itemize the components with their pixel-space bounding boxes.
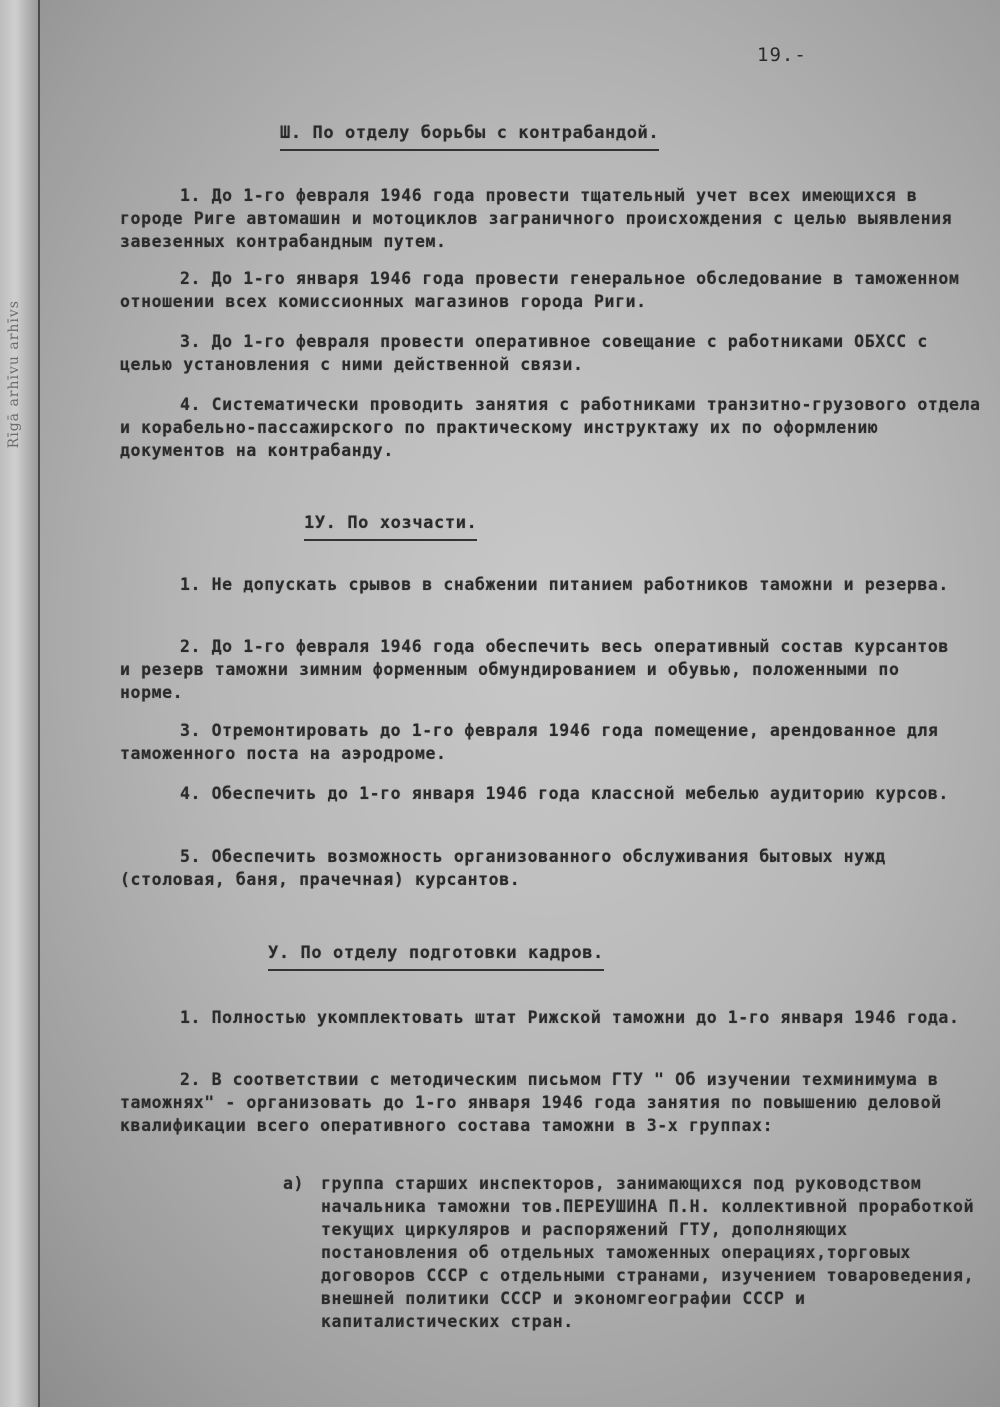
section-heading-contraband: Ш. По отделу борьбы с контрабандой. <box>280 122 659 151</box>
sub-item-text: группа старших инспекторов, занимающихся под руководством начальника таможни тов.ПЕРЕУШИНА П.Н. коллективной проработкой текущих циркуляров и распоряжений ГТУ, дополняющих постановления об отдельных таможенных операциях,торговых договоров СССР с отдельными странами, изучением товароведения, внешней политики СССР и экономгеографии СССР и капиталистических стран. <box>321 1174 975 1331</box>
sub-item-marker: а) <box>283 1174 305 1193</box>
section-heading-training: У. По отделу подготовки кадров. <box>268 942 604 971</box>
paragraph: 1. Полностью укомплектовать штат Рижской таможни до 1-го января 1946 года. <box>180 1008 960 1027</box>
paragraph: 2. До 1-го января 1946 года провести генеральное обследование в таможенном отношении всех комиссионных магазинов города Риги. <box>120 269 960 311</box>
page-number: 19.- <box>757 44 807 66</box>
paragraph: 4. Обеспечить до 1-го января 1946 года классной мебелью аудиторию курсов. <box>180 784 949 803</box>
paragraph: 2. В соответствии с методическим письмом ГТУ " Об изучении техминимума в таможнях" - организовать до 1-го января 1946 года занятия по повышению деловой квалификации всего оперативного состава таможни в 3-х группах: <box>120 1070 942 1135</box>
binding-stamp-text: Rīgā arhīvu arhīvs <box>6 300 22 449</box>
paragraph: 2. До 1-го февраля 1946 года обеспечить весь оперативный состав курсантов и резерв таможни зимним форменным обмундированием и обувью, положенными по норме. <box>120 637 949 702</box>
section-heading-household: 1У. По хозчасти. <box>304 512 477 541</box>
paragraph: 3. Отремонтировать до 1-го февраля 1946 года помещение, арендованное для таможенного поста на аэродроме. <box>120 721 939 763</box>
paragraph: 1. До 1-го февраля 1946 года провести тщательный учет всех имеющихся в городе Риге автомашин и мотоциклов заграничного происхождения с целью выявления завезенных контрабандным путем. <box>120 186 953 251</box>
paragraph: 5. Обеспечить возможность организованного обслуживания бытовых нужд (столовая, баня, прачечная) курсантов. <box>120 847 886 889</box>
paragraph: 4. Систематически проводить занятия с работниками транзитно-грузового отдела и корабельно-пассажирского по практическому инструктажу их по оформлению документов на контрабанду. <box>120 395 981 460</box>
binding-edge <box>0 0 40 1407</box>
paragraph: 3. До 1-го февраля провести оперативное совещание с работниками ОБХСС с целью установления с ними действенной связи. <box>120 332 928 374</box>
paragraph: 1. Не допускать срывов в снабжении питанием работников таможни и резерва. <box>180 575 949 594</box>
